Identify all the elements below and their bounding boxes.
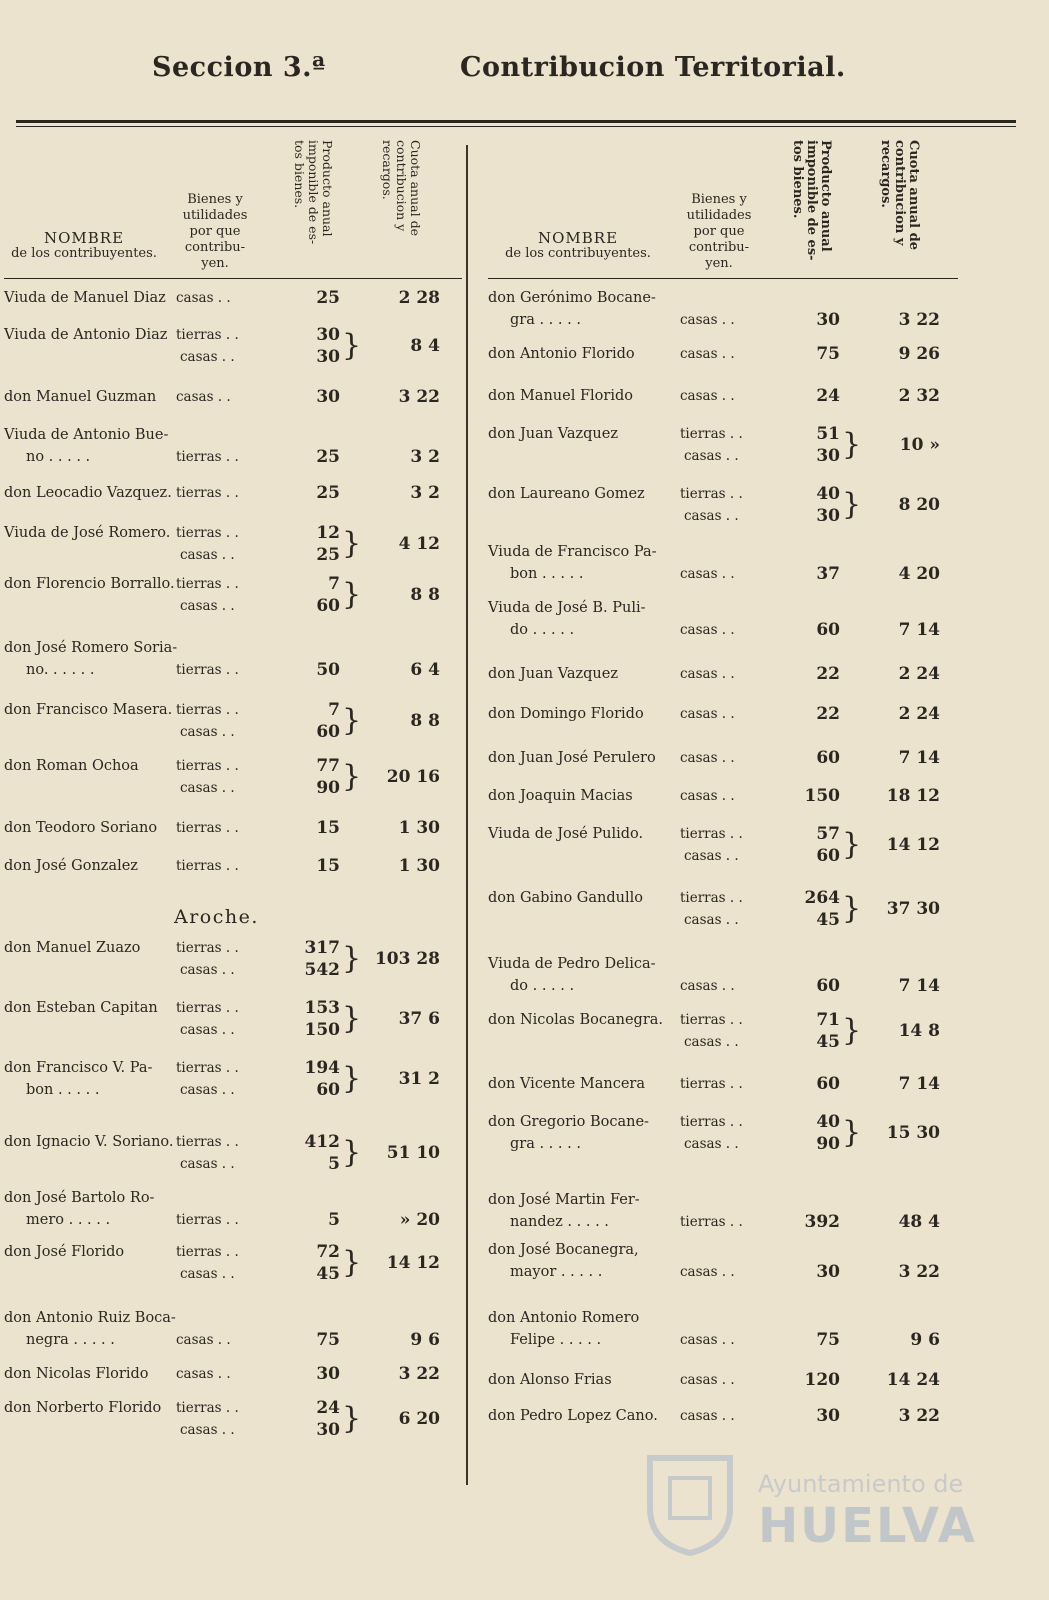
brace-icon: } — [842, 1115, 862, 1150]
header-nombre: NOMBRE de los contribuyentes. — [11, 229, 157, 261]
brace-icon: } — [342, 941, 362, 976]
contributor-name: don Antonio Romero — [488, 1310, 640, 1326]
annual-quota: 2 24 — [898, 664, 940, 684]
contributor-name: don Laureano Gomez — [488, 486, 645, 502]
annual-quota: 31 2 — [398, 1069, 440, 1089]
taxable-product: 40 — [816, 1112, 840, 1132]
contributor-name: don José Romero Soria- — [4, 640, 178, 656]
brace-icon: } — [342, 703, 362, 738]
taxable-product: 60 — [316, 1080, 340, 1100]
taxable-product: 60 — [816, 846, 840, 866]
taxable-product: 542 — [304, 960, 340, 980]
brace-icon: } — [342, 1401, 362, 1436]
property-type: casas . . — [680, 622, 735, 638]
taxable-product: 264 — [804, 888, 840, 908]
annual-quota: 7 14 — [898, 976, 940, 996]
brace-icon: } — [342, 577, 362, 612]
taxable-product: 120 — [804, 1370, 840, 1390]
property-type: casas . . — [680, 1332, 735, 1348]
contributor-name-continued: gra . . . . . — [510, 312, 581, 328]
property-type: tierras . . — [176, 1244, 239, 1260]
property-type: tierras . . — [176, 1212, 239, 1228]
contributor-name: don Nicolas Bocanegra. — [488, 1012, 664, 1028]
property-type: casas . . — [180, 1156, 235, 1172]
section-title: Aroche. — [174, 906, 259, 928]
property-type: casas . . — [680, 706, 735, 722]
contributor-name-continued: do . . . . . — [510, 622, 575, 638]
contributor-name: don Antonio Ruiz Boca- — [4, 1310, 176, 1326]
annual-quota: 8 4 — [410, 336, 440, 356]
header-bienes: Bienes y utilidades por que contribu- yen. — [182, 192, 248, 271]
taxable-product: 37 — [816, 564, 840, 584]
property-type: casas . . — [680, 788, 735, 804]
taxable-product: 40 — [816, 484, 840, 504]
property-type: tierras . . — [176, 449, 239, 465]
annual-quota: 4 20 — [898, 564, 940, 584]
taxable-product: 30 — [816, 506, 840, 526]
taxable-product: 30 — [316, 347, 340, 367]
header-producto: Producto anual imponible de es- tos bienes. — [790, 140, 833, 261]
annual-quota: 37 30 — [886, 899, 940, 919]
contributor-name: don José Bartolo Ro- — [4, 1190, 155, 1206]
annual-quota: 2 32 — [898, 386, 940, 406]
taxable-product: 7 — [328, 574, 340, 594]
taxable-product: 25 — [316, 483, 340, 503]
contributor-name: don José Bocanegra, — [488, 1242, 639, 1258]
taxable-product: 24 — [316, 1398, 340, 1418]
property-type: tierras . . — [176, 858, 239, 874]
property-type: tierras . . — [176, 758, 239, 774]
property-type: tierras . . — [680, 486, 743, 502]
property-type: tierras . . — [176, 820, 239, 836]
annual-quota: 3 22 — [898, 310, 940, 330]
property-type: tierras . . — [680, 1214, 743, 1230]
header-rule — [16, 120, 1016, 123]
contributor-name: Viuda de Antonio Diaz — [4, 327, 168, 343]
taxable-product: 7 — [328, 700, 340, 720]
property-type: casas . . — [680, 1264, 735, 1280]
property-type: casas . . — [180, 962, 235, 978]
brace-icon: } — [842, 427, 862, 462]
annual-quota: 3 22 — [398, 387, 440, 407]
property-type: tierras . . — [680, 1076, 743, 1092]
brace-icon: } — [342, 1135, 362, 1170]
brace-icon: } — [842, 487, 862, 522]
property-type: tierras . . — [176, 662, 239, 678]
taxable-product: 194 — [304, 1058, 340, 1078]
header-nombre: NOMBRE de los contribuyentes. — [505, 229, 651, 261]
annual-quota: 6 20 — [398, 1409, 440, 1429]
taxable-product: 12 — [316, 523, 340, 543]
watermark — [640, 1448, 1020, 1558]
property-type: tierras . . — [176, 1060, 239, 1076]
taxable-product: 50 — [316, 660, 340, 680]
annual-quota: 3 2 — [410, 483, 440, 503]
contributor-name: Viuda de José B. Puli- — [488, 600, 646, 616]
page-title: Contribucion Territorial. — [460, 52, 846, 83]
property-type: casas . . — [680, 666, 735, 682]
coat-of-arms-icon — [640, 1448, 740, 1558]
property-type: casas . . — [180, 598, 235, 614]
taxable-product: 30 — [816, 446, 840, 466]
property-type: casas . . — [680, 1408, 735, 1424]
contributor-name: Viuda de Pedro Delica- — [488, 956, 656, 972]
taxable-product: 150 — [304, 1020, 340, 1040]
property-type: casas . . — [180, 780, 235, 796]
contributor-name: don Vicente Mancera — [488, 1076, 645, 1092]
header-rule-thin — [16, 126, 1016, 127]
taxable-product: 60 — [316, 596, 340, 616]
contributor-name: don Francisco V. Pa- — [4, 1060, 153, 1076]
taxable-product: 60 — [816, 620, 840, 640]
property-type: casas . . — [680, 388, 735, 404]
property-type: casas . . — [176, 290, 231, 306]
annual-quota: 8 8 — [410, 585, 440, 605]
property-type: tierras . . — [176, 327, 239, 343]
brace-icon: } — [342, 1061, 362, 1096]
contributor-name: don Antonio Florido — [488, 346, 635, 362]
annual-quota: 3 22 — [398, 1364, 440, 1384]
contributor-name-continued: no . . . . . — [26, 449, 91, 465]
watermark-line1: Ayuntamiento de — [758, 1470, 964, 1498]
right-table-header — [488, 140, 958, 279]
taxable-product: 71 — [816, 1010, 840, 1030]
taxable-product: 57 — [816, 824, 840, 844]
annual-quota: 8 20 — [898, 495, 940, 515]
property-type: casas . . — [180, 547, 235, 563]
taxable-product: 153 — [304, 998, 340, 1018]
header-producto: Producto anual imponible de es- tos bienes. — [292, 140, 335, 245]
taxable-product: 75 — [316, 1330, 340, 1350]
taxable-product: 412 — [304, 1132, 340, 1152]
property-type: casas . . — [680, 978, 735, 994]
contributor-name-continued: bon . . . . . — [510, 566, 584, 582]
taxable-product: 75 — [816, 1330, 840, 1350]
property-type: casas . . — [680, 750, 735, 766]
property-type: tierras . . — [176, 576, 239, 592]
taxable-product: 150 — [804, 786, 840, 806]
annual-quota: 8 8 — [410, 711, 440, 731]
contributor-name: don Roman Ochoa — [4, 758, 139, 774]
brace-icon: } — [842, 891, 862, 926]
brace-icon: } — [342, 759, 362, 794]
property-type: tierras . . — [680, 1114, 743, 1130]
taxable-product: 30 — [816, 310, 840, 330]
property-type: tierras . . — [176, 940, 239, 956]
annual-quota: 14 8 — [898, 1021, 940, 1041]
taxable-product: 22 — [816, 704, 840, 724]
annual-quota: 3 22 — [898, 1262, 940, 1282]
taxable-product: 60 — [816, 748, 840, 768]
brace-icon: } — [342, 1001, 362, 1036]
taxable-product: 60 — [316, 722, 340, 742]
contributor-name: don José Martin Fer- — [488, 1192, 640, 1208]
property-type: casas . . — [680, 346, 735, 362]
contributor-name: don Florencio Borrallo. — [4, 576, 175, 592]
taxable-product: 30 — [316, 325, 340, 345]
taxable-product: 22 — [816, 664, 840, 684]
header-cuota: Cuota anual de contribucion y recargos. — [380, 140, 423, 236]
taxable-product: 90 — [316, 778, 340, 798]
left-table-header — [4, 140, 462, 279]
property-type: casas . . — [680, 566, 735, 582]
section-heading: Seccion 3.ª — [152, 52, 326, 83]
contributor-name-continued: no. . . . . . — [26, 662, 95, 678]
annual-quota: 14 24 — [886, 1370, 940, 1390]
property-type: casas . . — [180, 724, 235, 740]
annual-quota: 48 4 — [898, 1212, 940, 1232]
header-bienes: Bienes y utilidades por que contribu- yen. — [686, 192, 752, 271]
taxable-product: 15 — [316, 818, 340, 838]
taxable-product: 30 — [316, 1364, 340, 1384]
annual-quota: 6 4 — [410, 660, 440, 680]
property-type: casas . . — [684, 508, 739, 524]
contributor-name: don Gabino Gandullo — [488, 890, 643, 906]
annual-quota: 7 14 — [898, 620, 940, 640]
taxable-product: 15 — [316, 856, 340, 876]
contributor-name-continued: negra . . . . . — [26, 1332, 115, 1348]
property-type: tierras . . — [176, 702, 239, 718]
contributor-name: don Juan Vazquez — [488, 666, 618, 682]
annual-quota: 37 6 — [398, 1009, 440, 1029]
property-type: tierras . . — [176, 485, 239, 501]
annual-quota: 51 10 — [386, 1143, 440, 1163]
contributor-name: don Manuel Zuazo — [4, 940, 141, 956]
annual-quota: 7 14 — [898, 748, 940, 768]
contributor-name-continued: nandez . . . . . — [510, 1214, 609, 1230]
taxable-product: 45 — [316, 1264, 340, 1284]
page-header — [0, 52, 1049, 100]
contributor-name: Viuda de Francisco Pa- — [488, 544, 657, 560]
taxable-product: 317 — [304, 938, 340, 958]
property-type: casas . . — [176, 1332, 231, 1348]
left-column — [4, 140, 462, 1440]
property-type: casas . . — [680, 1372, 735, 1388]
taxable-product: 60 — [816, 1074, 840, 1094]
property-type: casas . . — [680, 312, 735, 328]
brace-icon: } — [342, 526, 362, 561]
taxable-product: 51 — [816, 424, 840, 444]
taxable-product: 30 — [316, 1420, 340, 1440]
contributor-name-continued: Felipe . . . . . — [510, 1332, 602, 1348]
property-type: tierras . . — [176, 1000, 239, 1016]
property-type: tierras . . — [176, 1400, 239, 1416]
annual-quota: 9 6 — [410, 1330, 440, 1350]
contributor-name: don José Gonzalez — [4, 858, 138, 874]
property-type: casas . . — [180, 1082, 235, 1098]
property-type: tierras . . — [176, 1134, 239, 1150]
property-type: casas . . — [176, 1366, 231, 1382]
property-type: tierras . . — [680, 1012, 743, 1028]
property-type: casas . . — [684, 1136, 739, 1152]
annual-quota: 3 22 — [898, 1406, 940, 1426]
contributor-name: don José Florido — [4, 1244, 125, 1260]
contributor-name: don Nicolas Florido — [4, 1366, 149, 1382]
annual-quota: 9 26 — [898, 344, 940, 364]
property-type: casas . . — [180, 349, 235, 365]
property-type: casas . . — [684, 448, 739, 464]
annual-quota: 2 24 — [898, 704, 940, 724]
taxable-product: 90 — [816, 1134, 840, 1154]
annual-quota: 10 » — [899, 435, 940, 455]
annual-quota: 2 28 — [398, 288, 440, 308]
contributor-name: don Alonso Frias — [488, 1372, 612, 1388]
property-type: tierras . . — [176, 525, 239, 541]
contributor-name-continued: gra . . . . . — [510, 1136, 581, 1152]
contributor-name-continued: bon . . . . . — [26, 1082, 100, 1098]
property-type: casas . . — [684, 912, 739, 928]
taxable-product: 45 — [816, 1032, 840, 1052]
taxable-product: 45 — [816, 910, 840, 930]
annual-quota: 20 16 — [386, 767, 440, 787]
taxable-product: 30 — [816, 1406, 840, 1426]
taxable-product: 75 — [816, 344, 840, 364]
brace-icon: } — [842, 827, 862, 862]
annual-quota: 3 2 — [410, 447, 440, 467]
taxable-product: 25 — [316, 545, 340, 565]
contributor-name: Viuda de José Romero. — [4, 525, 171, 541]
brace-icon: } — [342, 1245, 362, 1280]
header-cuota: Cuota anual de contribucion y recargos. — [878, 140, 921, 250]
property-type: casas . . — [684, 848, 739, 864]
contributor-name-continued: do . . . . . — [510, 978, 575, 994]
taxable-product: 72 — [316, 1242, 340, 1262]
annual-quota: » 20 — [399, 1210, 440, 1230]
contributor-name: don Ignacio V. Soriano. — [4, 1134, 174, 1150]
contributor-name: don Francisco Masera. — [4, 702, 173, 718]
contributor-name: don Juan José Perulero — [488, 750, 656, 766]
taxable-product: 30 — [816, 1262, 840, 1282]
taxable-product: 60 — [816, 976, 840, 996]
contributor-name-continued: mero . . . . . — [26, 1212, 111, 1228]
contributor-name: don Leocadio Vazquez. — [4, 485, 172, 501]
contributor-name: don Juan Vazquez — [488, 426, 618, 442]
contributor-name: don Teodoro Soriano — [4, 820, 158, 836]
contributor-name: don Gerónimo Bocane- — [488, 290, 656, 306]
watermark-line2: HUELVA — [758, 1498, 977, 1554]
contributor-name: don Pedro Lopez Cano. — [488, 1408, 658, 1424]
contributor-name: don Joaquin Macias — [488, 788, 633, 804]
taxable-product: 30 — [316, 387, 340, 407]
property-type: casas . . — [180, 1266, 235, 1282]
brace-icon: } — [342, 328, 362, 363]
taxable-product: 24 — [816, 386, 840, 406]
annual-quota: 103 28 — [374, 949, 440, 969]
taxable-product: 25 — [316, 288, 340, 308]
contributor-name: don Gregorio Bocane- — [488, 1114, 649, 1130]
taxable-product: 77 — [316, 756, 340, 776]
property-type: tierras . . — [680, 890, 743, 906]
annual-quota: 14 12 — [886, 835, 940, 855]
annual-quota: 7 14 — [898, 1074, 940, 1094]
annual-quota: 18 12 — [886, 786, 940, 806]
contributor-name: don Domingo Florido — [488, 706, 644, 722]
property-type: casas . . — [180, 1022, 235, 1038]
contributor-name-continued: mayor . . . . . — [510, 1264, 603, 1280]
property-type: casas . . — [180, 1422, 235, 1438]
contributor-name: Viuda de Antonio Bue- — [4, 427, 169, 443]
taxable-product: 5 — [328, 1154, 340, 1174]
contributor-name: Viuda de José Pulido. — [488, 826, 644, 842]
contributor-name: Viuda de Manuel Diaz — [4, 290, 166, 306]
annual-quota: 1 30 — [398, 818, 440, 838]
contributor-name: don Norberto Florido — [4, 1400, 162, 1416]
taxable-product: 392 — [804, 1212, 840, 1232]
property-type: casas . . — [176, 389, 231, 405]
annual-quota: 15 30 — [886, 1123, 940, 1143]
right-column — [488, 140, 958, 1426]
contributor-name: don Manuel Guzman — [4, 389, 157, 405]
annual-quota: 14 12 — [386, 1253, 440, 1273]
annual-quota: 4 12 — [398, 534, 440, 554]
property-type: casas . . — [684, 1034, 739, 1050]
property-type: tierras . . — [680, 826, 743, 842]
column-divider — [466, 145, 468, 1485]
annual-quota: 9 6 — [910, 1330, 940, 1350]
taxable-product: 5 — [328, 1210, 340, 1230]
contributor-name: don Manuel Florido — [488, 388, 633, 404]
property-type: tierras . . — [680, 426, 743, 442]
annual-quota: 1 30 — [398, 856, 440, 876]
brace-icon: } — [842, 1013, 862, 1048]
contributor-name: don Esteban Capitan — [4, 1000, 158, 1016]
taxable-product: 25 — [316, 447, 340, 467]
